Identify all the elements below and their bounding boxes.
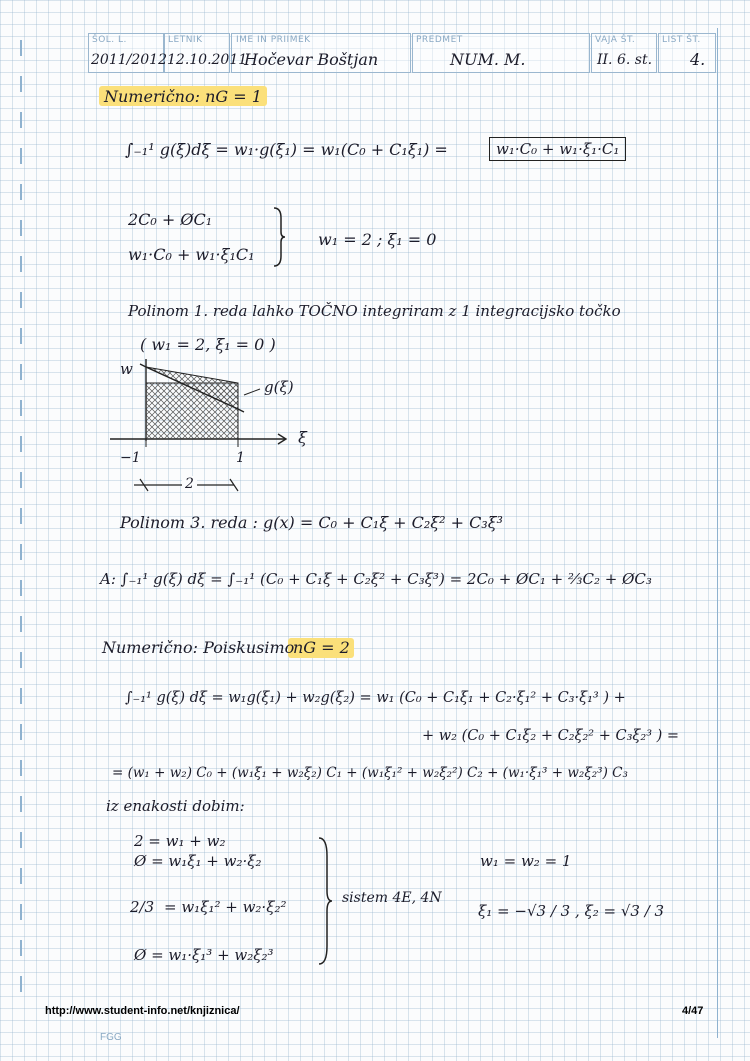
graph-left-bound: −1 (120, 450, 141, 466)
margin-dash (20, 436, 22, 452)
header-label-exercise: VAJA ŠT. (595, 35, 636, 45)
margin-dash (20, 184, 22, 200)
header-value-year: 2011/2012 (91, 52, 167, 68)
margin-dash (20, 688, 22, 704)
integration-graph (110, 355, 320, 495)
margin-dash (20, 868, 22, 884)
header-label-subject: PREDMET (416, 35, 463, 45)
equation-1: 2 = w₁ + w₂ (134, 832, 226, 850)
footer-url[interactable]: http://www.student-info.net/knjiznica/ (45, 1005, 240, 1017)
curly-brace-1 (272, 206, 286, 268)
coefficient-numeric: w₁·C₀ + w₁·ξ₁C₁ (128, 245, 255, 264)
header-label-name: IME IN PRIIMEK (236, 35, 311, 45)
header-value-name: Hočevar Boštjan (244, 50, 379, 69)
boxed-result: w₁·C₀ + w₁·ξ₁·C₁ (489, 137, 626, 161)
footer-brand: FGG (100, 1032, 122, 1043)
header-value-sheet: 4. (690, 50, 706, 69)
margin-dash (20, 40, 22, 56)
margin-dash (20, 796, 22, 812)
graph-width-label: 2 (182, 476, 197, 492)
equality-note: iz enakosti dobim: (106, 797, 245, 815)
margin-dash (20, 112, 22, 128)
margin-dash (20, 328, 22, 344)
margin-dash (20, 580, 22, 596)
curly-brace-2 (316, 836, 334, 966)
margin-dash (20, 832, 22, 848)
right-border (717, 28, 718, 1038)
solution-points: ξ₁ = −√3 / 3 , ξ₂ = √3 / 3 (478, 902, 665, 920)
header-value-date: 12.10.2011 (167, 52, 248, 68)
equation-3-lhs: 2/3 (130, 898, 155, 916)
margin-dash (20, 508, 22, 524)
polynomial-3-definition: Polinom 3. reda : g(x) = C₀ + C₁ξ + C₂ξ² + C₃ξ³ (120, 513, 503, 532)
equation-3-rhs: = w₁ξ₁² + w₂·ξ₂² (164, 898, 287, 916)
graph-x-axis-label: ξ (298, 428, 307, 447)
analytic-integral: A: ∫₋₁¹ g(ξ) dξ = ∫₋₁¹ (C₀ + C₁ξ + C₂ξ² + C₃ξ³) = 2C₀ + ØC₁ + ⅔C₂ + ØC₃ (100, 570, 652, 588)
footer-page-number: 4/47 (682, 1005, 704, 1017)
margin-dash (20, 940, 22, 956)
margin-dash (20, 292, 22, 308)
margin-dash (20, 364, 22, 380)
solution-weights: w₁ = w₂ = 1 (480, 852, 572, 870)
margin-dash (20, 616, 22, 632)
margin-dash (20, 256, 22, 272)
margin-dash (20, 652, 22, 668)
header-label-grade: LETNIK (168, 35, 203, 45)
header-value-exercise: II. 6. st. (597, 52, 653, 68)
margin-dash (20, 724, 22, 740)
header-label-year: ŠOL. L. (92, 35, 127, 45)
margin-dash (20, 400, 22, 416)
heading-numericno-2-ng: nG = 2 (293, 638, 350, 657)
heading-numericno-2-prefix: Numerično: Poiskusimo (102, 638, 295, 657)
numeric-integral-line-2: + w₂ (C₀ + C₁ξ₂ + C₂ξ₂² + C₃ξ₂³ ) = (422, 728, 680, 744)
margin-dash (20, 76, 22, 92)
graph-curve-label: g(ξ) (264, 378, 294, 396)
equation-2: Ø = w₁ξ₁ + w₂·ξ₂ (134, 852, 262, 870)
margin-dash (20, 148, 22, 164)
graph-y-axis-label: w (120, 360, 133, 378)
margin-dash (20, 760, 22, 776)
equation-4: Ø = w₁·ξ₁³ + w₂ξ₂³ (134, 946, 274, 964)
header-value-subject: NUM. M. (450, 50, 526, 69)
polynomial-1-statement: Polinom 1. reda lahko TOČNO integriram z 1 integracijsko točko (128, 302, 621, 320)
margin-dash (20, 976, 22, 992)
margin-dash (20, 220, 22, 236)
weights-ng1: ( w₁ = 2, ξ₁ = 0 ) (140, 335, 276, 354)
integral-equation-1: ∫₋₁¹ g(ξ)dξ = w₁·g(ξ₁) = w₁(C₀ + C₁ξ₁) = (125, 140, 448, 159)
solution-ng1: w₁ = 2 ; ξ₁ = 0 (318, 230, 437, 249)
header-label-sheet: LIST ŠT. (662, 35, 701, 45)
margin-dash (20, 544, 22, 560)
coefficient-exact: 2C₀ + ØC₁ (128, 210, 213, 229)
numeric-integral-line-3: = (w₁ + w₂) C₀ + (w₁ξ₁ + w₂ξ₂) C₁ + (w₁ξ₁² + w₂ξ₂²) C₂ + (w₁·ξ₁³ + w₂ξ₂³) C₃ (112, 765, 628, 781)
numeric-integral-line-1: ∫₋₁¹ g(ξ) dξ = w₁g(ξ₁) + w₂g(ξ₂) = w₁ (C₀ + C₁ξ₁ + C₂·ξ₁² + C₃·ξ₁³ ) + (125, 690, 626, 706)
heading-numericno-1: Numerično: nG = 1 (104, 87, 262, 106)
system-label: sistem 4E, 4N (342, 890, 442, 906)
margin-dash (20, 904, 22, 920)
margin-dash (20, 472, 22, 488)
graph-right-bound: 1 (236, 450, 245, 466)
